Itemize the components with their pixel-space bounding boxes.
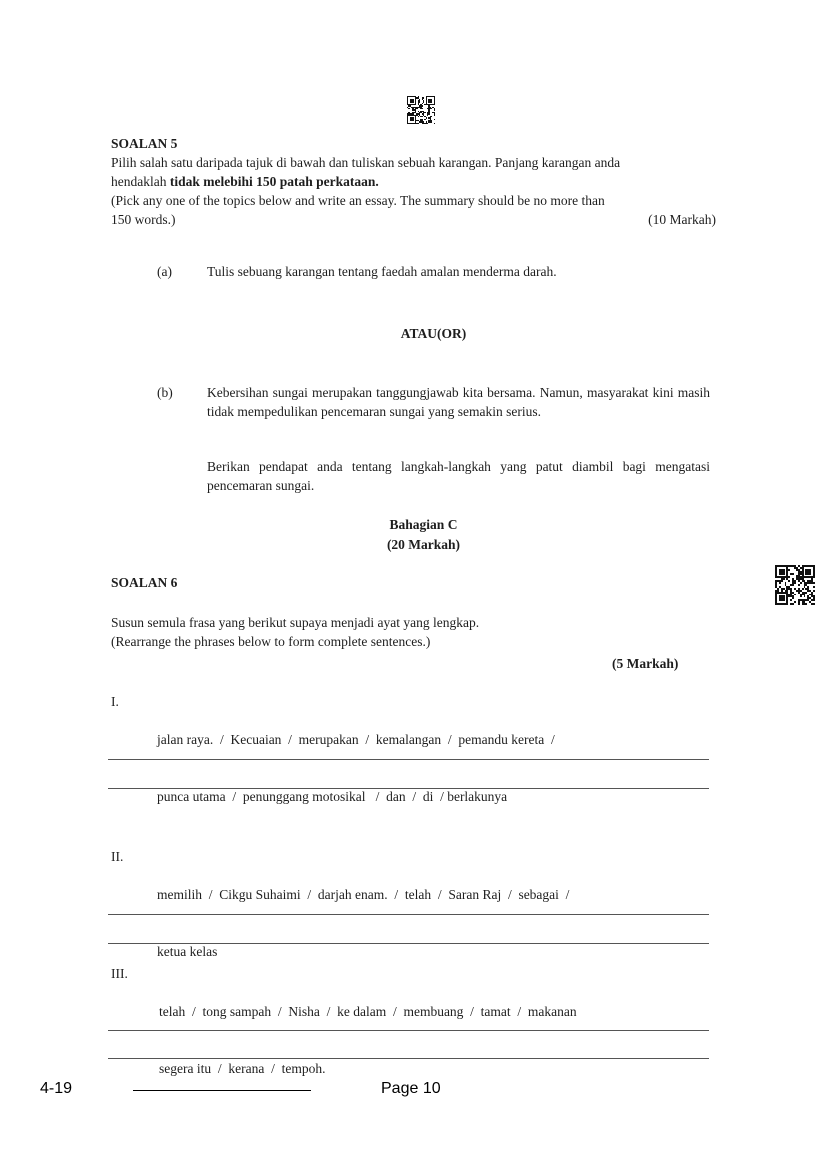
section-c-title: Bahagian C	[389, 517, 458, 532]
item-1-line-2: punca utama / penunggang motosikal / dan / di / berlakunya	[157, 789, 508, 804]
option-b-text: Kebersihan sungai merupakan tanggungjawab kita bersama. Namun, masyarakat kini masih tidak mempedulikan pencemaran sungai yang semakin serius.	[207, 385, 710, 419]
item-1-label: I.	[111, 694, 119, 709]
question-5-marks: (10 Markah)	[648, 212, 716, 227]
question-5-instruction	[111, 153, 716, 229]
answer-line[interactable]	[108, 914, 709, 915]
footer-code: 4-19	[40, 1080, 73, 1097]
item-2-line-1: memilih / Cikgu Suhaimi / darjah enam. / telah / Saran Raj / sebagai /	[157, 887, 570, 902]
answer-line[interactable]	[108, 759, 709, 760]
item-3-line-1: telah / tong sampah / Nisha / ke dalam / membuang / tamat / makanan	[159, 1004, 577, 1019]
item-2-line-2: ketua kelas	[157, 944, 218, 959]
instruction-line-2	[111, 172, 716, 191]
item-3-label: III.	[111, 966, 128, 981]
answer-line[interactable]	[108, 1030, 709, 1031]
question-6-instruction: Susun semula frasa yang berikut supaya menjadi ayat yang lengkap.	[111, 615, 480, 630]
instruction-english-line-1: (Pick any one of the topics below and write an essay. The summary should be no more than	[111, 193, 605, 208]
answer-line[interactable]	[108, 788, 709, 789]
option-b-prompt: Berikan pendapat anda tentang langkah-langkah yang patut diambil bagi mengatasi pencemaran sungai.	[207, 459, 710, 493]
instruction-line-1: Pilih salah satu daripada tajuk di bawah dan tuliskan sebuah karangan. Panjang karangan anda	[111, 155, 621, 170]
footer-divider	[133, 1090, 311, 1091]
word-limit: tidak melebihi 150 patah perkataan.	[169, 174, 379, 189]
instruction-english-line-2	[111, 210, 716, 229]
answer-line[interactable]	[108, 1058, 709, 1059]
qr-code-icon	[775, 565, 815, 605]
answer-line[interactable]	[108, 943, 709, 944]
option-a-label: (a)	[157, 264, 172, 279]
question-5-heading: SOALAN 5	[111, 136, 178, 151]
option-b-label: (b)	[157, 385, 173, 400]
question-6-heading: SOALAN 6	[111, 575, 178, 590]
question-6-instruction-english: (Rearrange the phrases below to form complete sentences.)	[111, 634, 431, 649]
item-2-label: II.	[111, 849, 124, 864]
item-1-line-1: jalan raya. / Kecuaian / merupakan / kemalangan / pemandu kereta /	[157, 732, 555, 747]
instruction-prefix: hendaklah	[111, 174, 170, 189]
option-a-text: Tulis sebuang karangan tentang faedah amalan menderma darah.	[207, 264, 557, 279]
page-number: Page 10	[381, 1080, 441, 1097]
item-3-line-2: segera itu / kerana / tempoh.	[159, 1061, 326, 1076]
qr-code-icon	[407, 96, 435, 124]
or-separator: ATAU(OR)	[400, 326, 467, 341]
instruction-english-end: 150 words.)	[111, 212, 176, 227]
section-c-marks: (20 Markah)	[386, 537, 461, 552]
question-6-marks: (5 Markah)	[612, 656, 679, 671]
